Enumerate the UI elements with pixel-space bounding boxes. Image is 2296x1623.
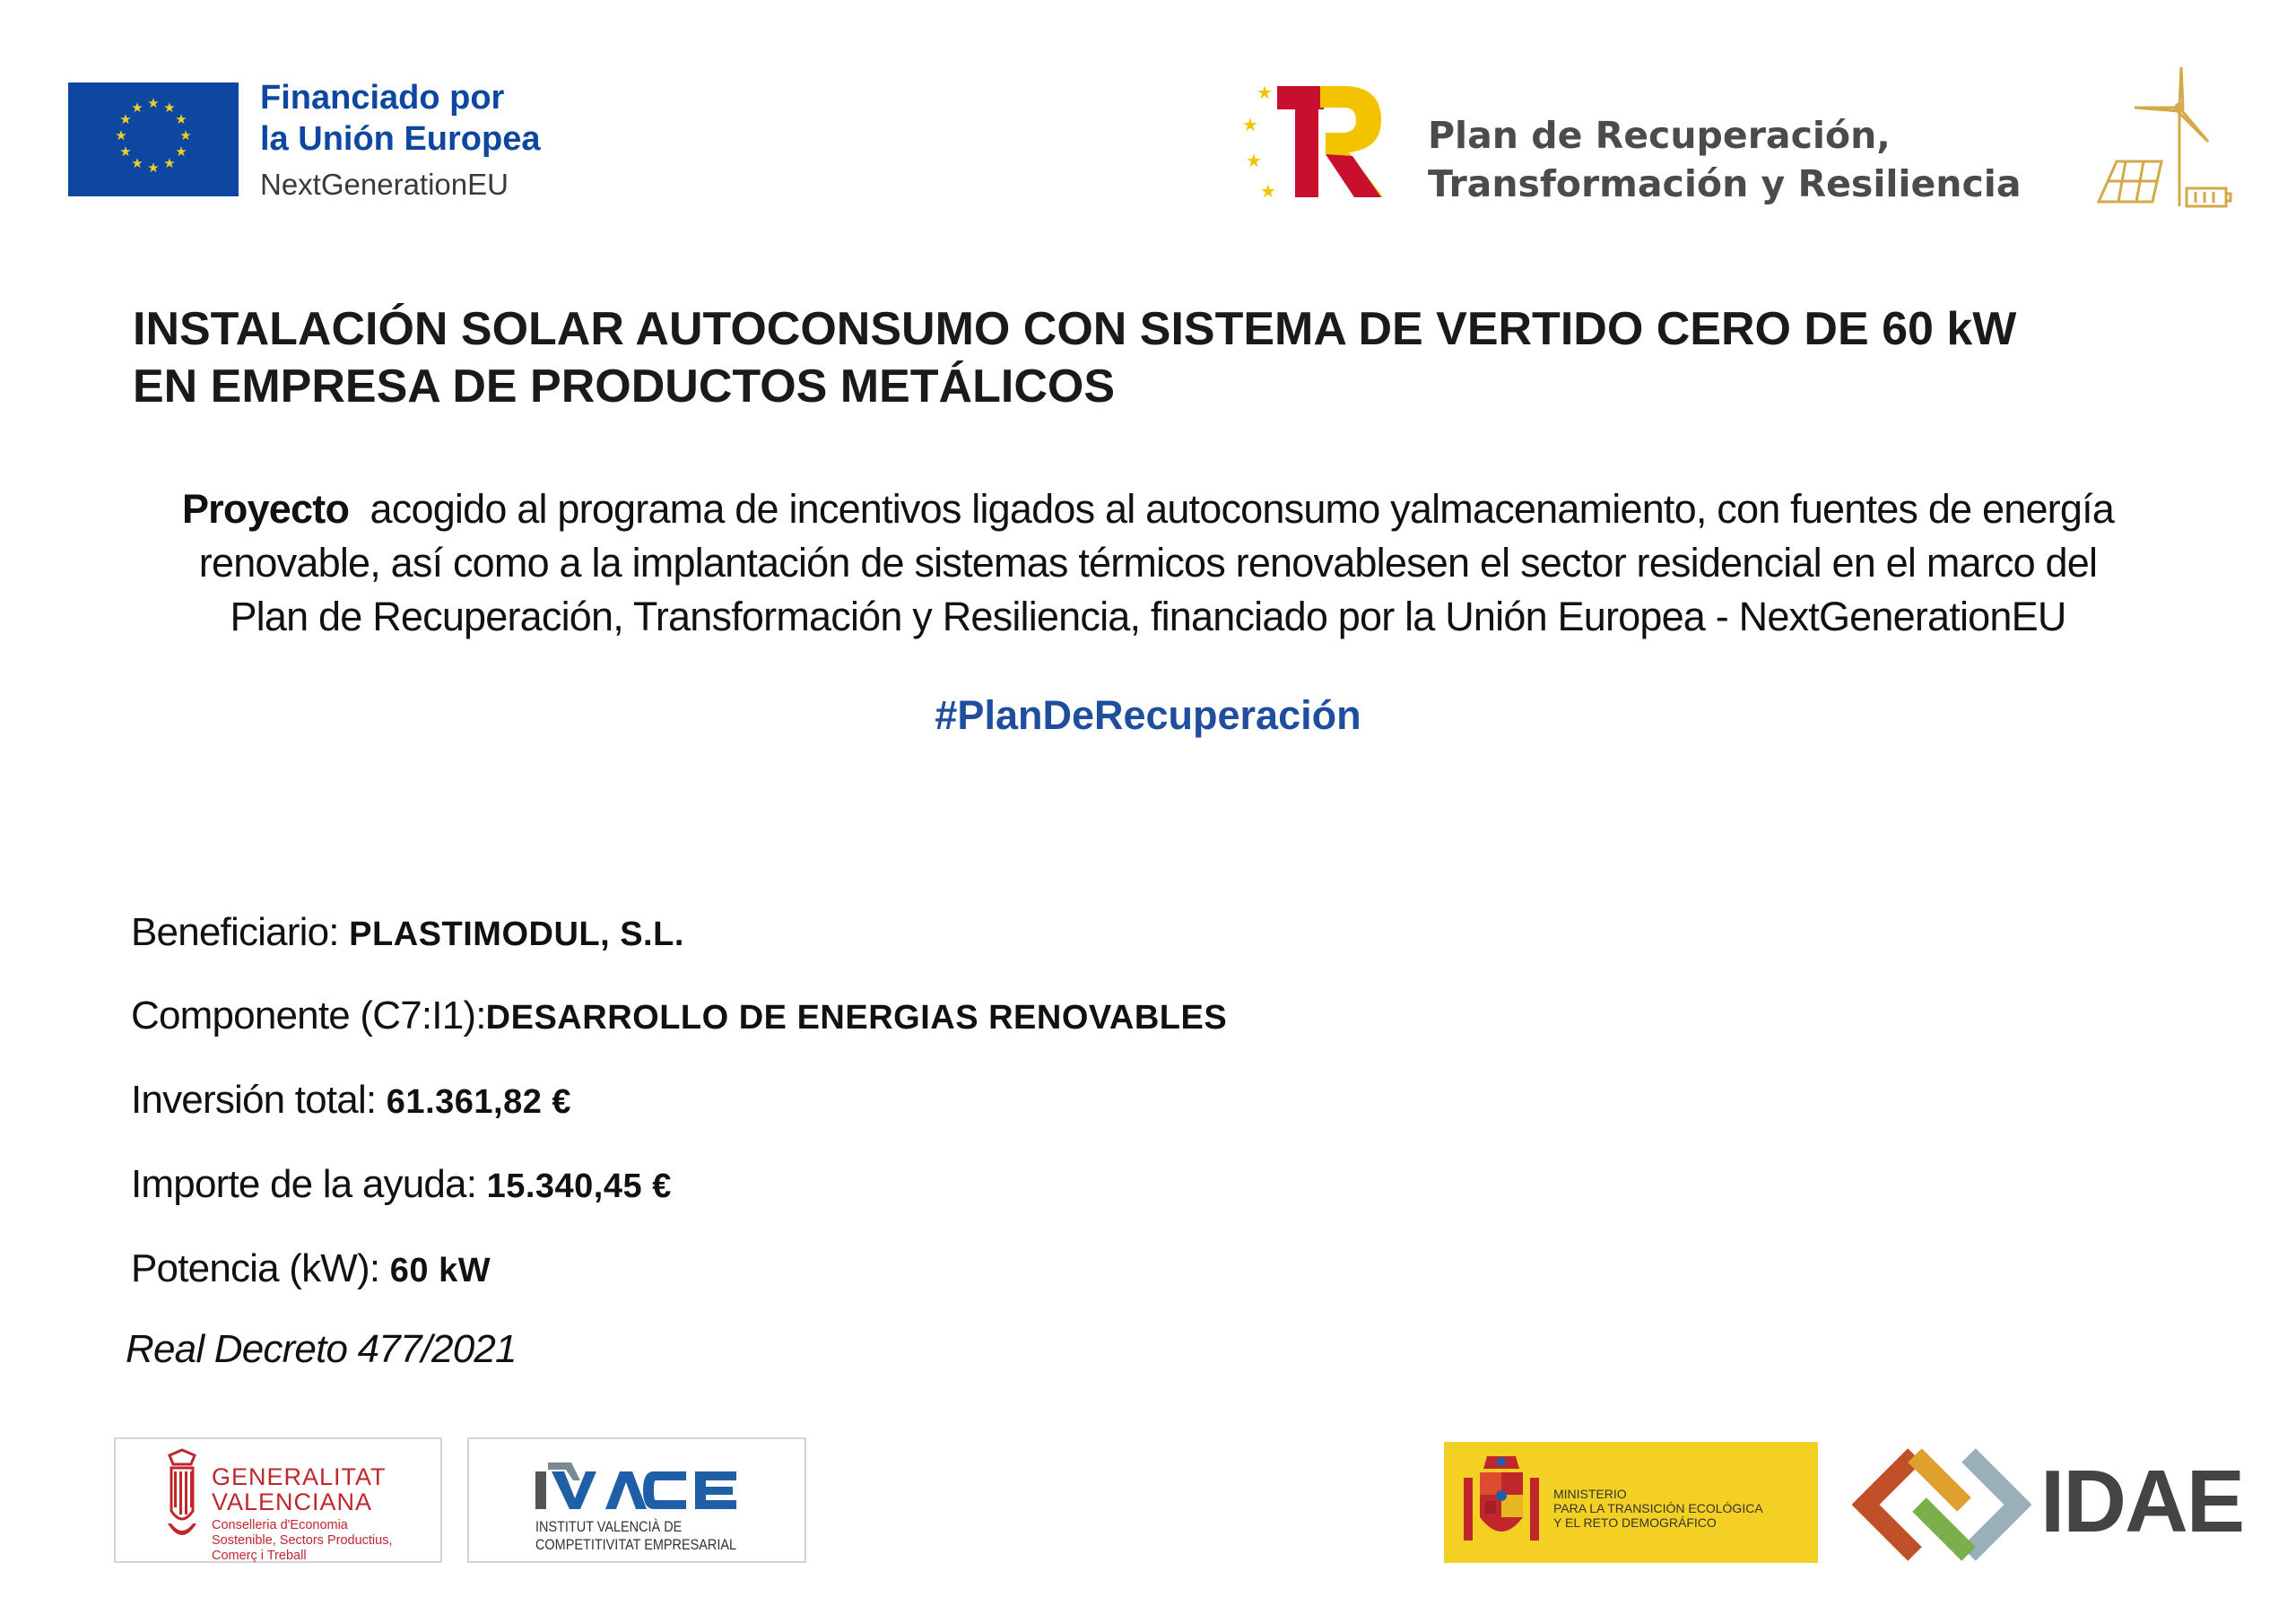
beneficiario-value: PLASTIMODUL, S.L. [349,916,684,953]
svg-text:★: ★ [1246,150,1262,171]
svg-text:★: ★ [147,95,160,111]
wind-solar-battery-icon [2081,63,2233,215]
svg-text:★: ★ [119,143,132,160]
ayuda-label: Importe de la ayuda: [131,1162,477,1206]
gva-subtitle [212,1518,393,1564]
project-title [133,300,2196,415]
ayuda-value: 15.340,45 € [486,1167,672,1205]
hashtag: #PlanDeRecuperación [935,692,1361,738]
gva-title-line1: GENERALITAT [212,1463,387,1490]
svg-text:★: ★ [163,100,176,116]
ministerio-line3: Y EL RETO DEMOGRÁFICO [1553,1515,1717,1530]
beneficiario-row [131,910,684,955]
eu-flag-logo [68,82,239,196]
svg-text:★: ★ [115,127,127,143]
svg-text:★: ★ [1257,82,1273,103]
ayuda-row [131,1162,672,1207]
componente-label: Componente (C7:I1): [131,994,486,1037]
inversion-value: 61.361,82 € [386,1083,572,1121]
svg-text:★: ★ [131,155,144,171]
eu-funding-text [260,77,540,206]
ivace-sub-line2: COMPETITIVITAT EMPRESARIAL [535,1536,737,1553]
eu-stars-icon [68,82,239,196]
svg-text:★: ★ [1260,180,1276,202]
prtr-logo [1238,79,1390,204]
idae-symbol-icon [1852,1442,2031,1567]
inversion-label: Inversión total: [131,1078,377,1122]
project-description [90,482,2206,644]
eu-line2: la Unión Europea [260,120,541,158]
ministerio-text [1553,1487,1763,1530]
gva-sub-line2: Sostenible, Sectors Productius, [212,1533,393,1548]
real-decreto: Real Decreto 477/2021 [126,1327,517,1371]
ivace-logo [467,1437,806,1563]
project-title-line1: INSTALACIÓN SOLAR AUTOCONSUMO CON SISTEMA DE VERTIDO CERO DE 60 kW [133,303,2017,355]
potencia-label: Potencia (kW): [131,1246,380,1290]
ministerio-line1: MINISTERIO [1553,1487,1627,1501]
prtr-text [1428,111,2022,208]
gva-sub-line1: Conselleria d'Economia [212,1518,348,1532]
svg-text:★: ★ [175,111,187,127]
eu-line3: NextGenerationEU [260,168,509,201]
svg-text:★: ★ [147,160,160,176]
svg-text:★: ★ [179,127,192,143]
svg-text:★: ★ [131,100,144,116]
potencia-value: 60 kW [389,1252,491,1289]
ministerio-line2: PARA LA TRANSICIÓN ECOLÓGICA [1553,1501,1763,1515]
description-line3: Plan de Recuperación, Transformación y Resiliencia, financiado por la Unión Europea - NextGenerationEU [230,594,2066,639]
ministerio-logo [1444,1442,1818,1563]
description-lead: Proyecto [181,486,350,532]
description-line1: acogido al programa de incentivos ligados al autoconsumo yalmacenamiento, con fuentes de energía [370,486,2115,532]
svg-text:★: ★ [1242,114,1258,135]
gva-title-line2: VALENCIANA [212,1488,373,1515]
svg-text:★: ★ [163,155,176,171]
svg-text:★: ★ [119,111,132,127]
ivace-wordmark-icon [535,1459,742,1513]
inversion-row [131,1078,571,1123]
idae-wordmark: IDAE [2040,1452,2244,1550]
prtr-line1: Plan de Recuperación, [1428,114,1891,157]
ivace-sub-line1: INSTITUT VALENCIÀ DE [535,1518,683,1535]
gva-crest-icon [162,1448,202,1547]
spain-coat-of-arms-icon [1460,1453,1543,1553]
prtr-line2: Transformación y Resiliencia [1428,162,2022,205]
componente-row [131,994,1227,1038]
gva-sub-line3: Comerç i Treball [212,1549,307,1563]
eu-line1: Financiado por [260,79,505,117]
description-line2: renovable, así como a la implantación de sistemas térmicos renovablesen el sector residencial en el marco del [198,540,2098,586]
gva-title [212,1464,387,1515]
generalitat-valenciana-logo [114,1437,442,1563]
potencia-row [131,1246,491,1291]
project-title-line2: EN EMPRESA DE PRODUCTOS METÁLICOS [133,360,1115,412]
componente-value: DESARROLLO DE ENERGIAS RENOVABLES [485,999,1228,1037]
ivace-subtitle [535,1518,736,1554]
beneficiario-label: Beneficiario: [131,910,339,954]
svg-text:★: ★ [175,143,187,160]
